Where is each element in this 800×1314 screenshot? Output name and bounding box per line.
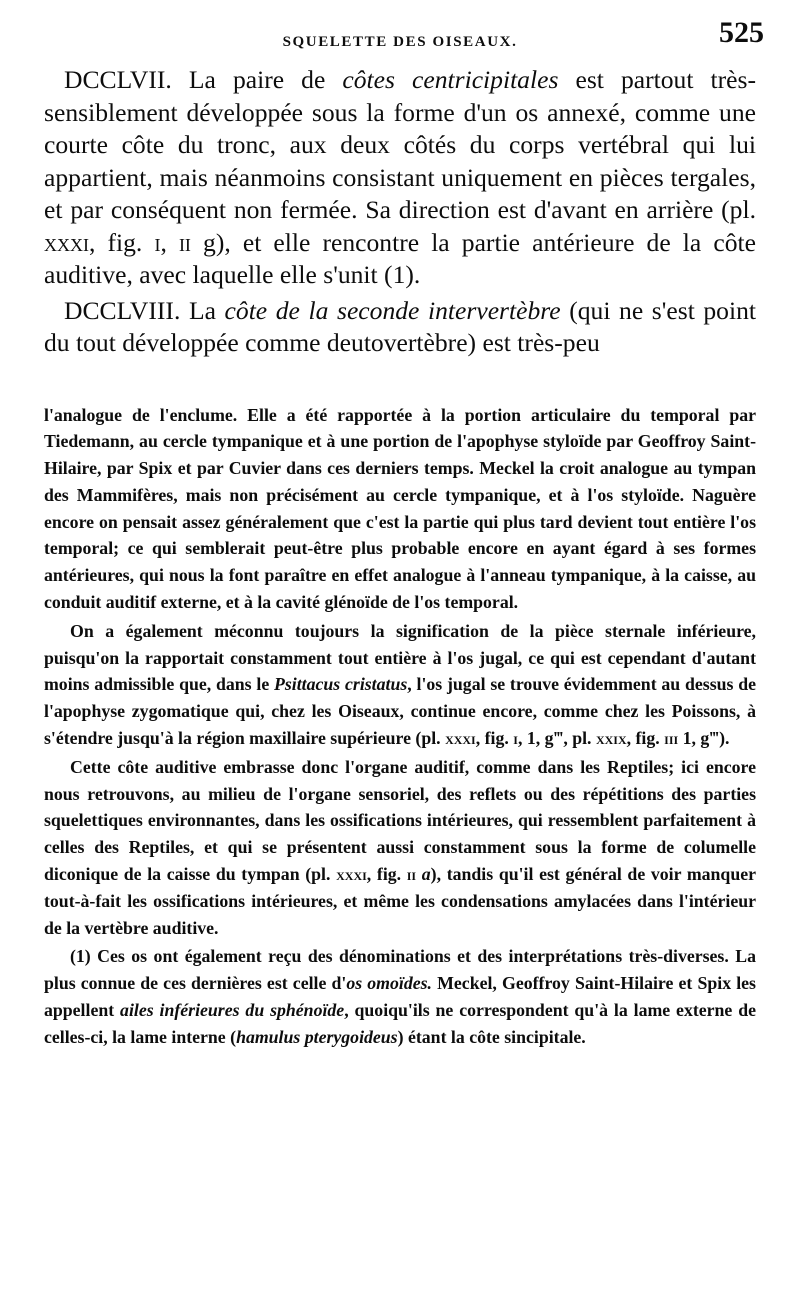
plate-number: xxxi	[44, 227, 89, 257]
main-body-text	[44, 64, 756, 360]
paragraph-dcclvii: DCCLVII. La paire de côtes centricipitales est partout très-sensiblement développée sous la forme d'un os annexé, comme une courte côte du tronc, aux deux côtés du corps vertébral qui lui appartient, mais néanmoins consistant uniquement en pièces tergales, et par conséquent non fermée. Sa direction est d'avant en arrière (pl. xxxi, fig. i, ii g), et elle rencontre la partie antérieure de la côte auditive, avec laquelle elle s'unit (1).	[44, 65, 756, 289]
italic-term: côte de la seconde intervertèbre	[224, 295, 561, 325]
figure-number: ii	[178, 227, 191, 257]
paragraph-enclume: l'analogue de l'enclume. Elle a été rapportée à la portion articulaire du temporal par Tiedemann, au cercle tympanique et à une portion de l'apophyse styloïde par Geoffroy Saint-Hilaire, par Spix et par Cuvier dans ces derniers temps. Meckel la croit analogue au tympan des Mammifères, mais non précisément au cercle tympanique, et à l'os styloïde. Naguère encore on pensait assez généralement que c'est la partie qui plus tard devient tout entière l'os temporal; ce qui semblerait peut-être plus probable encore en ayant égard à ses formes antérieures, qui nous la font paraître en effet analogue à l'anneau tympanique, à la caisse, au conduit auditif externe, et à la cavité glénoïde de l'os temporal.	[44, 404, 756, 613]
section-number: DCCLVIII.	[64, 295, 181, 325]
continued-footnote-text	[44, 402, 756, 1051]
paragraph-sternale: On a également méconnu toujours la signification de la pièce sternale inférieure, puisqu'on la rapportait constamment tout entière à l'os jugal, ce qui est cependant d'autant moins admissible que, dans le Psittacus cristatus, l'os jugal se trouve évidemment au dessus de l'apophyse zygomatique qui, chez les Oiseaux, continue encore, comme chez les Poissons, à s'étendre jusqu'à la région maxillaire supérieure (pl. xxxi, fig. i, 1, g‴, pl. xxix, fig. iii 1, g‴).	[44, 620, 757, 749]
plate-number: xxix	[595, 728, 627, 749]
page-number: 525	[719, 16, 764, 49]
species-name: Psittacus cristatus	[274, 674, 408, 695]
figure-number: iii	[664, 728, 679, 749]
italic-term: os omoïdes.	[346, 973, 432, 994]
italic-term: hamulus pterygoideus	[236, 1026, 398, 1047]
running-title: SQUELETTE DES OISEAUX.	[282, 34, 518, 50]
section-gap	[44, 360, 756, 402]
italic-letter: a	[421, 864, 431, 885]
section-number: DCCLVII.	[64, 65, 172, 94]
plate-number: xxxi	[336, 864, 367, 885]
page-header	[44, 0, 764, 54]
figure-number: i	[513, 728, 518, 749]
figure-number: ii	[406, 864, 417, 885]
figure-number: i	[154, 227, 161, 257]
paragraph-auditive: Cette côte auditive embrasse donc l'organe auditif, comme dans les Reptiles; ici encore nous retrouvons, au milieu de l'organe sensoriel, des reflets ou des répétitions des parties squelettiques environnantes, dans les ossifications intérieures, qui ressemblent parfaitement à celles des Reptiles, et qui se présentent aussi constamment sous la forme de columelle diconique de la caisse du tympan (pl. xxxi, fig. ii a), tandis qu'il est général de voir manquer tout-à-fait les ossifications intérieures, et même les condensations amylacées dans l'intérieur de la vertèbre auditive.	[44, 756, 756, 938]
italic-term: ailes inférieures du sphénoïde	[120, 1000, 345, 1021]
plate-number: xxxi	[445, 728, 476, 749]
footnote-1: (1) Ces os ont également reçu des dénominations et des interprétations très-diverses. La plus connue de ces dernières est celle d'os omoïdes. Meckel, Geoffroy Saint-Hilaire et Spix les appellent ailes inférieures du sphénoïde, quoiqu'ils ne correspondent qu'à la lame externe de celles-ci, la lame interne (hamulus pterygoideus) étant la côte sincipitale.	[44, 946, 756, 1047]
italic-term: côtes centricipitales	[342, 65, 559, 94]
paragraph-dcclviii: DCCLVIII. La côte de la seconde intervertèbre (qui ne s'est point du tout développée comme deutovertèbre) est très-peu	[44, 295, 756, 357]
